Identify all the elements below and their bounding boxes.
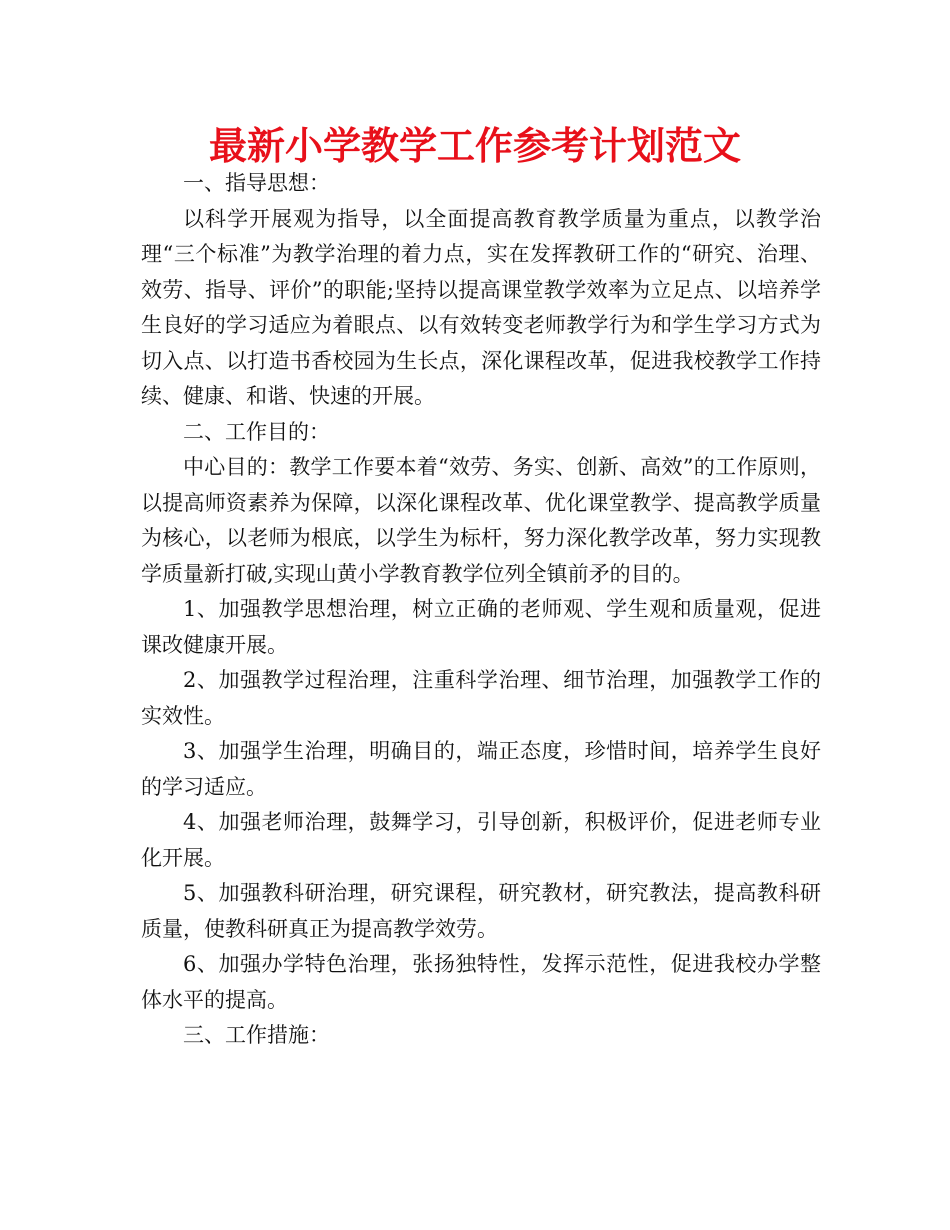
section-heading-work-goals: 二、工作目的： [183, 419, 330, 444]
paragraph-guiding-ideology: 以科学开展观为指导，以全面提高教育教学质量为重点，以教学治理“三个标准”为教学治理的着力点，实在发挥教研工作的“研究、治理、效劳、指导、评价”的职能;坚持以提高课堂教学效率为立足点、以培养学生良好的学习适应为着眼点、以有效转变老师教学行为和学生学习方式为切入点、以打造书香校园为生长点，深化课程改革，促进我校教学工作持续、健康、和谐、快速的开展。 [141, 206, 821, 408]
list-item-goal-5: 5、加强教科研治理，研究课程，研究教材，研究教法，提高教科研质量，使教科研真正为提高教学效劳。 [141, 881, 821, 941]
document-body [141, 166, 821, 1054]
paragraph-central-goal: 中心目的：教学工作要本着“效劳、务实、创新、高效”的工作原则，以提高师资素养为保障，以深化课程改革、优化课堂教学、提高教学质量为核心，以老师为根底，以学生为标杆，努力深化教学改革，努力实现教学质量新打破,实现山黄小学教育教学位列全镇前矛的目的。 [141, 455, 821, 586]
list-item-goal-2: 2、加强教学过程治理，注重科学治理、细节治理，加强教学工作的实效性。 [141, 668, 821, 728]
section-heading-guiding-ideology: 一、指导思想： [183, 171, 330, 195]
list-item-goal-6: 6、加强办学特色治理，张扬独特性，发挥示范性，促进我校办学整体水平的提高。 [141, 952, 821, 1012]
list-item-goal-3: 3、加强学生治理，明确目的，端正态度，珍惜时间，培养学生良好的学习适应。 [141, 739, 821, 799]
list-item-goal-4: 4、加强老师治理，鼓舞学习，引导创新，积极评价，促进老师专业化开展。 [141, 810, 821, 870]
section-heading-work-measures: 三、工作措施： [183, 1023, 330, 1047]
list-item-goal-1: 1、加强教学思想治理，树立正确的老师观、学生观和质量观，促进课改健康开展。 [141, 597, 821, 657]
document-title: 最新小学教学工作参考计划范文 [208, 124, 741, 168]
